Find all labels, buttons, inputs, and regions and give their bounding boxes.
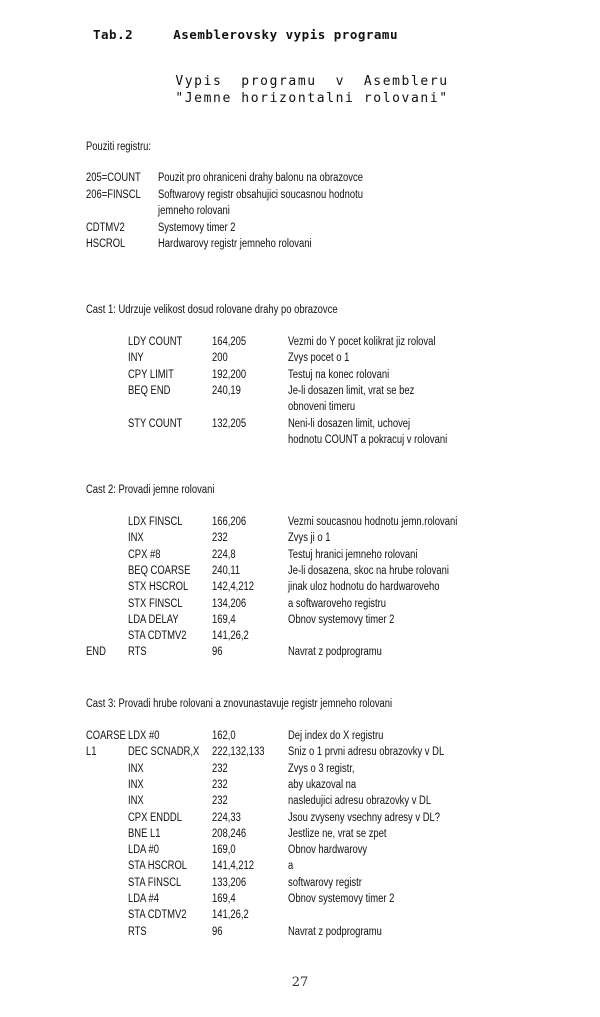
- code-instruction: CPX #8: [128, 548, 161, 561]
- machine-code: 96: [212, 646, 223, 659]
- code-comment: Zvys pocet o 1: [288, 352, 350, 365]
- code-comment: softwarovy registr: [288, 876, 362, 889]
- machine-code: 142,4,212: [212, 581, 254, 594]
- machine-code: 96: [212, 925, 223, 938]
- code-comment: Neni-li dosazen limit, uchovej: [288, 417, 411, 430]
- code-instruction: LDX #0: [128, 730, 160, 742]
- code-comment: obnoveni timeru: [288, 401, 356, 414]
- machine-code: 232: [212, 778, 228, 791]
- code-instruction: STA HSCROL: [128, 860, 188, 873]
- machine-code: 240,11: [212, 564, 241, 577]
- table-title: Tab.2 Asemblerovsky vypis programu: [93, 27, 398, 42]
- code-label: L1: [86, 746, 97, 759]
- machine-code: 232: [212, 532, 228, 545]
- code-instruction: STA CDTMV2: [128, 630, 187, 643]
- code-comment: Testuj na konec rolovani: [288, 368, 390, 381]
- register-description: Systemovy timer 2: [158, 221, 236, 234]
- register-description: jemneho rolovani: [158, 205, 230, 217]
- code-instruction: BNE L1: [128, 827, 161, 840]
- code-instruction: STX FINSCL: [128, 597, 183, 610]
- subtitle-line-1: Vypis programu v Asembleru: [175, 74, 449, 89]
- code-comment: Obnov systemovy timer 2: [288, 893, 395, 905]
- code-comment: jinak uloz hodnotu do hardwaroveho: [288, 581, 440, 594]
- code-comment: Je-li dosazena, skoc na hrube rolovani: [288, 564, 449, 577]
- section-heading: Cast 1: Udrzuje velikost dosud rolovane drahy po obrazovce: [86, 304, 338, 316]
- register-name: 205=COUNT: [86, 172, 141, 184]
- machine-code: 141,26,2: [212, 630, 249, 643]
- code-instruction: STY COUNT: [128, 417, 183, 430]
- section-heading: Cast 2: Provadi jemne rolovani: [86, 484, 215, 496]
- code-instruction: RTS: [128, 646, 147, 659]
- code-instruction: RTS: [128, 925, 147, 938]
- machine-code: 132,205: [212, 417, 247, 430]
- code-instruction: BEQ COARSE: [128, 564, 191, 577]
- machine-code: 224,33: [212, 811, 241, 824]
- subtitle-line-2: "Jemne horizontalni rolovani": [175, 91, 449, 106]
- code-instruction: LDA #4: [128, 893, 159, 905]
- machine-code: 169,0: [212, 844, 236, 857]
- code-comment: Zvys ji o 1: [288, 532, 331, 545]
- code-comment: Obnov hardwarovy: [288, 844, 368, 857]
- code-instruction: STA CDTMV2: [128, 909, 187, 922]
- machine-code: 169,4: [212, 893, 236, 905]
- code-instruction: DEC SCNADR,X: [128, 746, 200, 759]
- register-description: Hardwarovy registr jemneho rolovani: [158, 238, 312, 250]
- registers-heading: Pouziti registru:: [86, 141, 151, 153]
- code-instruction: CPX ENDDL: [128, 811, 182, 824]
- code-instruction: INY: [128, 352, 144, 365]
- machine-code: 200: [212, 352, 228, 365]
- code-comment: Jsou zvyseny vsechny adresy v DL?: [288, 811, 440, 824]
- code-comment: Jestlize ne, vrat se zpet: [288, 827, 387, 840]
- code-comment: a: [288, 860, 294, 873]
- machine-code: 166,206: [212, 516, 247, 528]
- code-label: END: [86, 646, 106, 659]
- code-comment: Vezmi do Y pocet kolikrat jiz roloval: [288, 336, 436, 348]
- code-instruction: STX HSCROL: [128, 581, 189, 594]
- machine-code: 232: [212, 795, 228, 808]
- code-instruction: INX: [128, 778, 144, 791]
- section-heading: Cast 3: Provadi hrube rolovani a znovunastavuje registr jemneho rolovani: [86, 698, 393, 710]
- machine-code: 141,4,212: [212, 860, 254, 873]
- machine-code: 192,200: [212, 368, 247, 381]
- code-comment: Je-li dosazen limit, vrat se bez: [288, 384, 415, 397]
- code-comment: Navrat z podprogramu: [288, 646, 382, 659]
- code-instruction: LDA #0: [128, 844, 159, 857]
- machine-code: 133,206: [212, 876, 247, 889]
- code-comment: nasledujici adresu obrazovky v DL: [288, 795, 432, 808]
- machine-code: 222,132,133: [212, 746, 265, 759]
- code-comment: Testuj hranici jemneho rolovani: [288, 548, 418, 561]
- register-name: HSCROL: [86, 238, 126, 250]
- machine-code: 240,19: [212, 384, 241, 397]
- register-name: 206=FINSCL: [86, 188, 141, 201]
- machine-code: 141,26,2: [212, 909, 249, 922]
- code-instruction: LDY COUNT: [128, 336, 183, 348]
- code-instruction: CPY LIMIT: [128, 368, 174, 381]
- code-comment: Obnov systemovy timer 2: [288, 613, 395, 626]
- code-comment: Sniz o 1 prvni adresu obrazovky v DL: [288, 746, 445, 759]
- code-label: COARSE: [86, 730, 126, 742]
- code-comment: Dej index do X registru: [288, 730, 384, 742]
- register-description: Pouzit pro ohraniceni drahy balonu na obrazovce: [158, 172, 363, 184]
- code-instruction: INX: [128, 532, 144, 545]
- code-instruction: BEQ END: [128, 384, 171, 397]
- code-instruction: INX: [128, 795, 144, 808]
- code-comment: aby ukazoval na: [288, 778, 357, 791]
- code-instruction: LDA DELAY: [128, 613, 179, 626]
- code-comment: Navrat z podprogramu: [288, 925, 382, 938]
- code-comment: Zvys o 3 registr,: [288, 762, 355, 775]
- code-instruction: STA FINSCL: [128, 876, 182, 889]
- register-description: Softwarovy registr obsahujici soucasnou hodnotu: [158, 188, 363, 201]
- code-comment: hodnotu COUNT a pokracuj v rolovani: [288, 433, 448, 446]
- page-number: 27: [291, 975, 309, 990]
- machine-code: 224,8: [212, 548, 236, 561]
- machine-code: 208,246: [212, 827, 247, 840]
- code-comment: a softwaroveho registru: [288, 597, 387, 610]
- code-comment: Vezmi soucasnou hodnotu jemn.rolovani: [288, 516, 458, 528]
- machine-code: 169,4: [212, 613, 236, 626]
- machine-code: 134,206: [212, 597, 247, 610]
- register-name: CDTMV2: [86, 221, 125, 234]
- code-instruction: LDX FINSCL: [128, 516, 183, 528]
- code-instruction: INX: [128, 762, 144, 775]
- machine-code: 164,205: [212, 336, 247, 348]
- machine-code: 232: [212, 762, 228, 775]
- machine-code: 162,0: [212, 730, 236, 742]
